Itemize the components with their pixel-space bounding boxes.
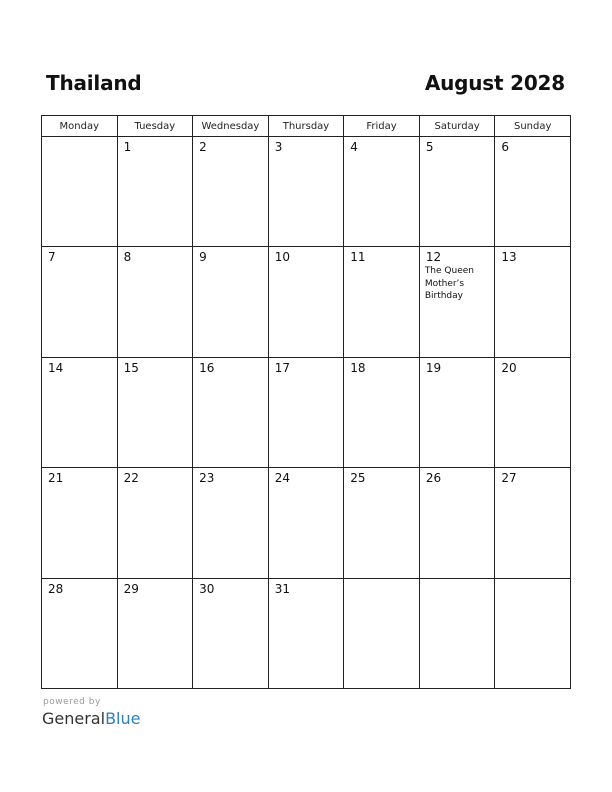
day-number: 16 (199, 360, 215, 375)
day-cell (193, 468, 269, 578)
day-cell (268, 468, 344, 578)
day-cell (42, 468, 118, 578)
day-cell (117, 578, 193, 688)
day-cell (495, 247, 571, 357)
day-cell (495, 578, 571, 688)
calendar-grid (41, 115, 571, 689)
day-cell (268, 578, 344, 688)
day-number: 13 (501, 250, 517, 265)
day-number: 12 (425, 250, 442, 265)
brand-logo-blue: Blue (105, 709, 141, 728)
day-number: 3 (274, 140, 283, 154)
week-row (42, 468, 571, 578)
day-number: 20 (501, 360, 517, 375)
day-cell (419, 357, 495, 467)
day-cell (193, 137, 269, 247)
day-cell (117, 357, 193, 467)
day-number: 15 (123, 360, 139, 375)
day-cell (193, 247, 269, 357)
day-number: 26 (425, 471, 442, 486)
day-number: 7 (48, 250, 56, 265)
day-number (495, 579, 570, 582)
holiday-label: The Queen (424, 266, 474, 277)
week-row (42, 247, 571, 357)
day-number: 31 (274, 581, 290, 596)
day-cell (117, 137, 193, 247)
day-cell (193, 578, 269, 688)
day-cell (419, 578, 495, 688)
day-cell (344, 137, 420, 247)
week-row (42, 137, 571, 247)
brand-logo-general: General (42, 709, 106, 728)
day-cell (495, 468, 571, 578)
day-number: 8 (123, 250, 132, 265)
day-number: 17 (274, 360, 290, 375)
day-number: 30 (199, 581, 215, 596)
day-number: 5 (425, 140, 434, 154)
day-cell (419, 137, 495, 247)
month-year-title: August 2028 (424, 71, 565, 95)
day-cell (268, 247, 344, 357)
weekday-header: Sunday (495, 116, 571, 137)
day-number: 10 (274, 250, 290, 265)
day-cell (42, 357, 118, 467)
day-number: 18 (350, 360, 366, 375)
weekday-header: Wednesday (193, 116, 269, 137)
weekday-header-row (42, 116, 571, 137)
powered-by-text: powered by (43, 697, 101, 707)
day-number (344, 579, 419, 582)
day-cell (42, 137, 118, 247)
day-number: 21 (48, 471, 64, 486)
day-number: 6 (501, 140, 510, 154)
day-number: 9 (199, 250, 207, 265)
weekday-header: Monday (42, 116, 118, 137)
day-cell (344, 357, 420, 467)
day-number: 2 (199, 140, 207, 154)
day-number: 27 (501, 471, 517, 486)
country-title: Thailand (46, 71, 142, 95)
day-number: 25 (350, 471, 366, 486)
day-number: 11 (350, 250, 366, 265)
day-number: 22 (123, 471, 139, 486)
day-cell (419, 468, 495, 578)
day-cell (268, 137, 344, 247)
day-number: 1 (123, 140, 132, 154)
week-row (42, 578, 571, 688)
calendar-body (42, 137, 571, 689)
day-cell (495, 357, 571, 467)
day-number: 28 (48, 581, 64, 596)
day-number: 23 (199, 471, 215, 486)
holiday-label: Mother’s (424, 278, 465, 289)
day-cell (344, 578, 420, 688)
day-cell (344, 247, 420, 357)
weekday-header: Saturday (419, 116, 495, 137)
brand-logo (42, 709, 140, 729)
day-cell (193, 357, 269, 467)
week-row (42, 357, 571, 467)
weekday-header: Friday (344, 116, 420, 137)
day-number: 24 (274, 471, 290, 486)
day-cell (268, 357, 344, 467)
day-cell (117, 468, 193, 578)
day-number: 14 (48, 360, 64, 375)
day-cell (42, 247, 118, 357)
weekday-header: Thursday (268, 116, 344, 137)
day-cell (419, 247, 495, 357)
day-cell (495, 137, 571, 247)
day-cell (42, 578, 118, 688)
day-cell (117, 247, 193, 357)
footer-branding (42, 697, 140, 729)
day-number (420, 579, 495, 582)
day-number (42, 137, 117, 140)
day-number: 19 (425, 360, 442, 375)
day-cell (344, 468, 420, 578)
day-number: 4 (350, 140, 358, 154)
day-number: 29 (123, 581, 139, 596)
holiday-label: Birthday (424, 291, 463, 302)
weekday-header: Tuesday (117, 116, 193, 137)
